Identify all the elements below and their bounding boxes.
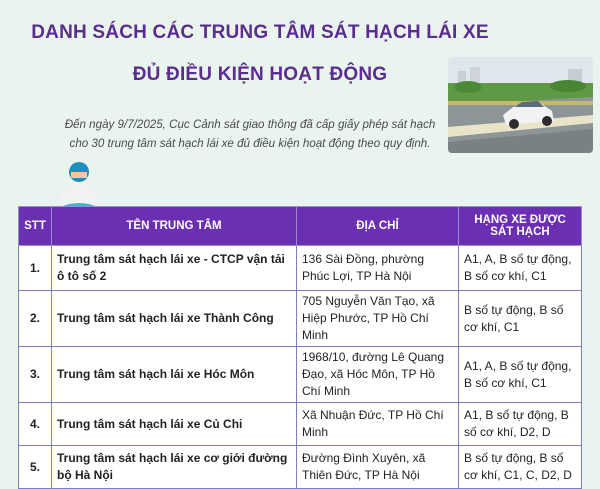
row-stt: 3.: [19, 347, 52, 403]
driving-test-yard-photo: [448, 57, 593, 153]
row-name: Trung tâm sát hạch lái xe cơ giới đường bộ Hà Nội: [52, 446, 297, 489]
table-row: [19, 246, 582, 291]
intro-line-2: cho 30 trung tâm sát hạch lái xe đủ điều kiện hoạt động theo quy định.: [69, 137, 431, 150]
row-classes: B số tự động, B số cơ khí, C1, C, D2, D: [459, 446, 582, 489]
table-row: [19, 403, 582, 446]
centers-table: [18, 206, 582, 489]
row-name: Trung tâm sát hạch lái xe Hóc Môn: [52, 347, 297, 403]
row-name: Trung tâm sát hạch lái xe Thành Công: [52, 291, 297, 347]
row-address: Đường Đình Xuyên, xã Thiên Đức, TP Hà Nội: [297, 446, 459, 489]
row-classes: A1, A, B số tự động, B số cơ khí, C1: [459, 347, 582, 403]
page-title: DANH SÁCH CÁC TRUNG TÂM SÁT HẠCH LÁI XE: [31, 22, 489, 43]
row-stt: 4.: [19, 403, 52, 446]
intro-text: [50, 115, 450, 153]
row-address: 136 Sài Đồng, phường Phúc Lợi, TP Hà Nội: [297, 246, 459, 291]
row-stt: 2.: [19, 291, 52, 347]
table-row: [19, 291, 582, 347]
row-classes: A1, B số tự động, B số cơ khí, D2, D: [459, 403, 582, 446]
header-address: ĐỊA CHỈ: [297, 207, 459, 246]
row-name: Trung tâm sát hạch lái xe Củ Chi: [52, 403, 297, 446]
row-address: 705 Nguyễn Văn Tạo, xã Hiệp Phước, TP Hồ Chí Minh: [297, 291, 459, 347]
intro-line-1: Đến ngày 9/7/2025, Cục Cảnh sát giao thông đã cấp giấy phép sát hạch: [64, 118, 436, 131]
header-classes: HẠNG XE ĐƯỢC SÁT HẠCH: [459, 207, 582, 246]
header-name: TÊN TRUNG TÂM: [52, 207, 297, 246]
row-classes: A1, A, B số tự động, B số cơ khí, C1: [459, 246, 582, 291]
row-stt: 1.: [19, 246, 52, 291]
row-name: Trung tâm sát hạch lái xe - CTCP vận tải ô tô số 2: [52, 246, 297, 291]
row-classes: B số tự động, B số cơ khí, C1: [459, 291, 582, 347]
table-header-row: [19, 207, 582, 246]
row-stt: 5.: [19, 446, 52, 489]
page-subtitle: ĐỦ ĐIỀU KIỆN HOẠT ĐỘNG: [132, 64, 388, 85]
row-address: Xã Nhuận Đức, TP Hồ Chí Minh: [297, 403, 459, 446]
row-address: 1968/10, đường Lê Quang Đạo, xã Hóc Môn, TP Hồ Chí Minh: [297, 347, 459, 403]
header-stt: STT: [19, 207, 52, 246]
table-row: [19, 347, 582, 403]
